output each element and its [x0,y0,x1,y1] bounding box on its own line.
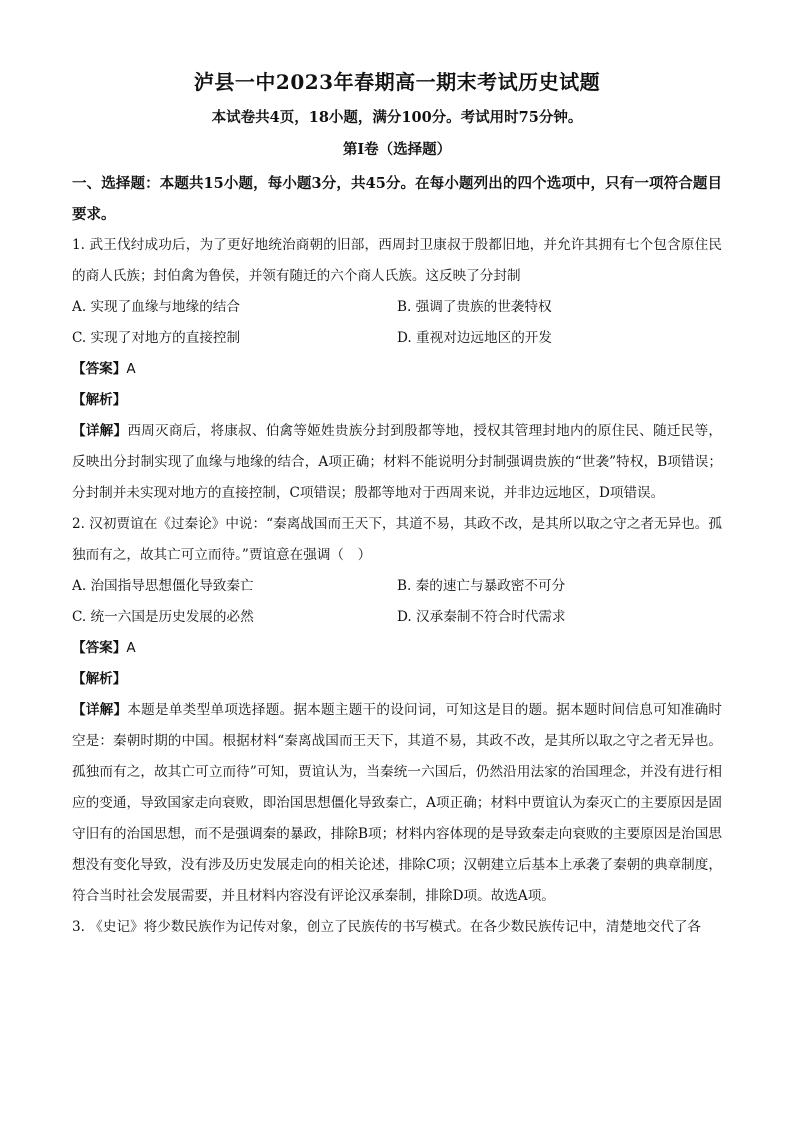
exam-content [72,168,722,943]
detail-paragraph [72,416,722,509]
option-b: B. 秦的速亡与暴政密不可分 [397,578,566,594]
detail-label: 【详解】 [72,423,128,439]
option-d: D. 汉承秦制不符合时代需求 [397,609,566,625]
options [72,571,722,633]
detail-paragraph [72,695,722,912]
options [72,292,722,354]
question-2 [72,509,722,912]
option-b: B. 强调了贵族的世袭特权 [397,299,552,315]
volume-heading: 第I卷（选择题） [342,141,452,158]
detail-text: 西周灭商后，将康叔、伯禽等姬姓贵族分封到殷都等地，授权其管理封地内的原住民、随迁民等，反映出分封制实现了血缘与地缘的结合，A项正确；材料不能说明分封制强调贵族的“世袭”特权，B项错误；分封制并未实现对地方的直接控制，C项错误；殷都等地对于西周来说，并非边远地区，D项错误。 [72,423,723,501]
analysis-label: 【解析】 [72,671,127,687]
analysis-label: 【解析】 [72,392,127,408]
option-a: A. 实现了血缘与地缘的结合 [72,299,240,315]
answer-value: A [126,361,136,377]
option-d: D. 重视对边远地区的开发 [397,330,552,346]
option-c: C. 统一六国是历史发展的必然 [72,609,254,625]
answer-value: A [126,640,136,656]
answer-line [72,354,722,385]
question-1 [72,230,722,509]
analysis-line [72,664,722,695]
detail-label: 【详解】 [72,702,128,718]
exam-info: 本试卷共4页，18小题，满分100分。考试用时75分钟。 [211,109,583,126]
section-heading: 一、选择题：本题共15小题，每小题3分，共45分。在每小题列出的四个选项中，只有一项符合题目要求。 [72,175,722,223]
answer-label: 【答案】 [72,361,127,377]
analysis-line [72,385,722,416]
answer-label: 【答案】 [72,640,127,656]
question-stem: 3. 《史记》将少数民族作为记传对象，创立了民族传的书写模式。在各少数民族传记中，清楚地交代了各 [72,919,702,935]
answer-line [72,633,722,664]
detail-text: 本题是单类型单项选择题。据本题主题干的设问词，可知这是目的题。据本题时间信息可知准确时空是：秦朝时期的中国。根据材料“秦离战国而王天下，其道不易，其政不改，是其所以取之守之者无异也。孤独而有之，故其亡可立而待”可知，贾谊认为，当秦统一六国后，仍然沿用法家的治国理念，并没有进行相应的变通，导致国家走向衰败，即治国思想僵化导致秦亡，A项正确；材料中贾谊认为秦灭亡的主要原因是固守旧有的治国思想，而不是强调秦的暴政，排除B项；材料内容体现的是导致秦走向衰败的主要原因是治国思想没有变化导致，没有涉及历史发展走向的相关论述，排除C项；汉朝建立后基本上承袭了秦朝的典章制度，符合当时社会发展需要，并且材料内容没有评论汉承秦制，排除D项。故选A项。 [72,702,723,904]
question-3 [72,912,722,943]
question-stem: 2. 汉初贾谊在《过秦论》中说：“秦离战国而王天下，其道不易，其政不改，是其所以取之守之者无异也。孤独而有之，故其亡可立而待。”贾谊意在强调（ ） [72,516,722,563]
question-stem: 1. 武王伐纣成功后，为了更好地统治商朝的旧部，西周封卫康叔于殷都旧地，并允许其拥有七个包含原住民的商人氏族；封伯禽为鲁侯，并领有随迁的六个商人氏族。这反映了分封制 [72,237,722,284]
option-a: A. 治国指导思想僵化导致秦亡 [72,578,254,594]
option-c: C. 实现了对地方的直接控制 [72,330,241,346]
page-title: 泸县一中2023年春期高一期末考试历史试题 [193,70,601,94]
